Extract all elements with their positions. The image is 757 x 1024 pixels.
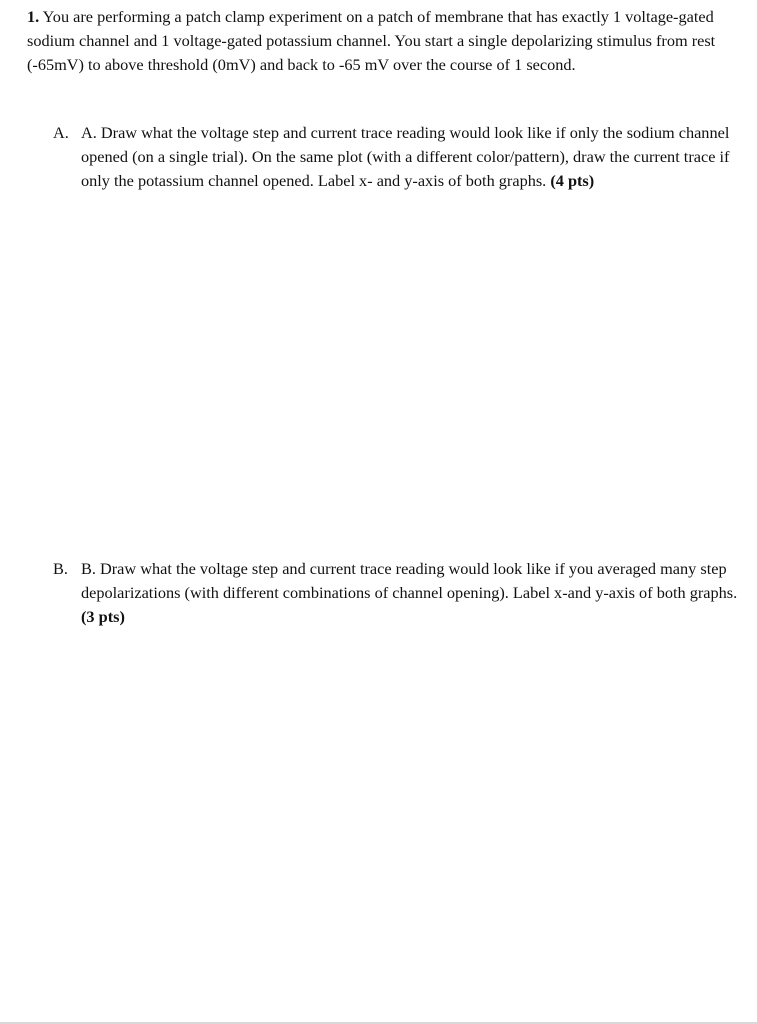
part-a-text: A. Draw what the voltage step and current trace reading would look like if only the sodium channel opened (on a single trial). On the same plot (with a different color/pattern), draw the current trace if only the potassium channel opened. Label x- and y-axis of both graphs.: [81, 123, 730, 190]
question-number: 1.: [27, 7, 40, 26]
part-b-text: B. Draw what the voltage step and current trace reading would look like if you averaged many step depolarizations (with different combinations of channel opening). Label x-and y-axis of both graphs.: [81, 559, 738, 602]
part-b: [53, 557, 738, 629]
part-a-points: (4 pts): [550, 171, 595, 190]
part-a: [53, 121, 738, 193]
part-a-marker: A.: [53, 123, 69, 142]
question-1: [27, 5, 742, 77]
part-b-body: [81, 557, 738, 629]
question-text: You are performing a patch clamp experiment on a patch of membrane that has exactly 1 voltage-gated sodium channel and 1 voltage-gated potassium channel. You start a single depolarizing stimulus from rest (-65mV) to above threshold (0mV) and back to -65 mV over the course of 1 second.: [27, 7, 716, 74]
part-a-body: [81, 121, 738, 193]
part-b-points: (3 pts): [81, 607, 125, 626]
part-b-marker: B.: [53, 559, 68, 578]
question-1-text-block: [27, 5, 742, 77]
